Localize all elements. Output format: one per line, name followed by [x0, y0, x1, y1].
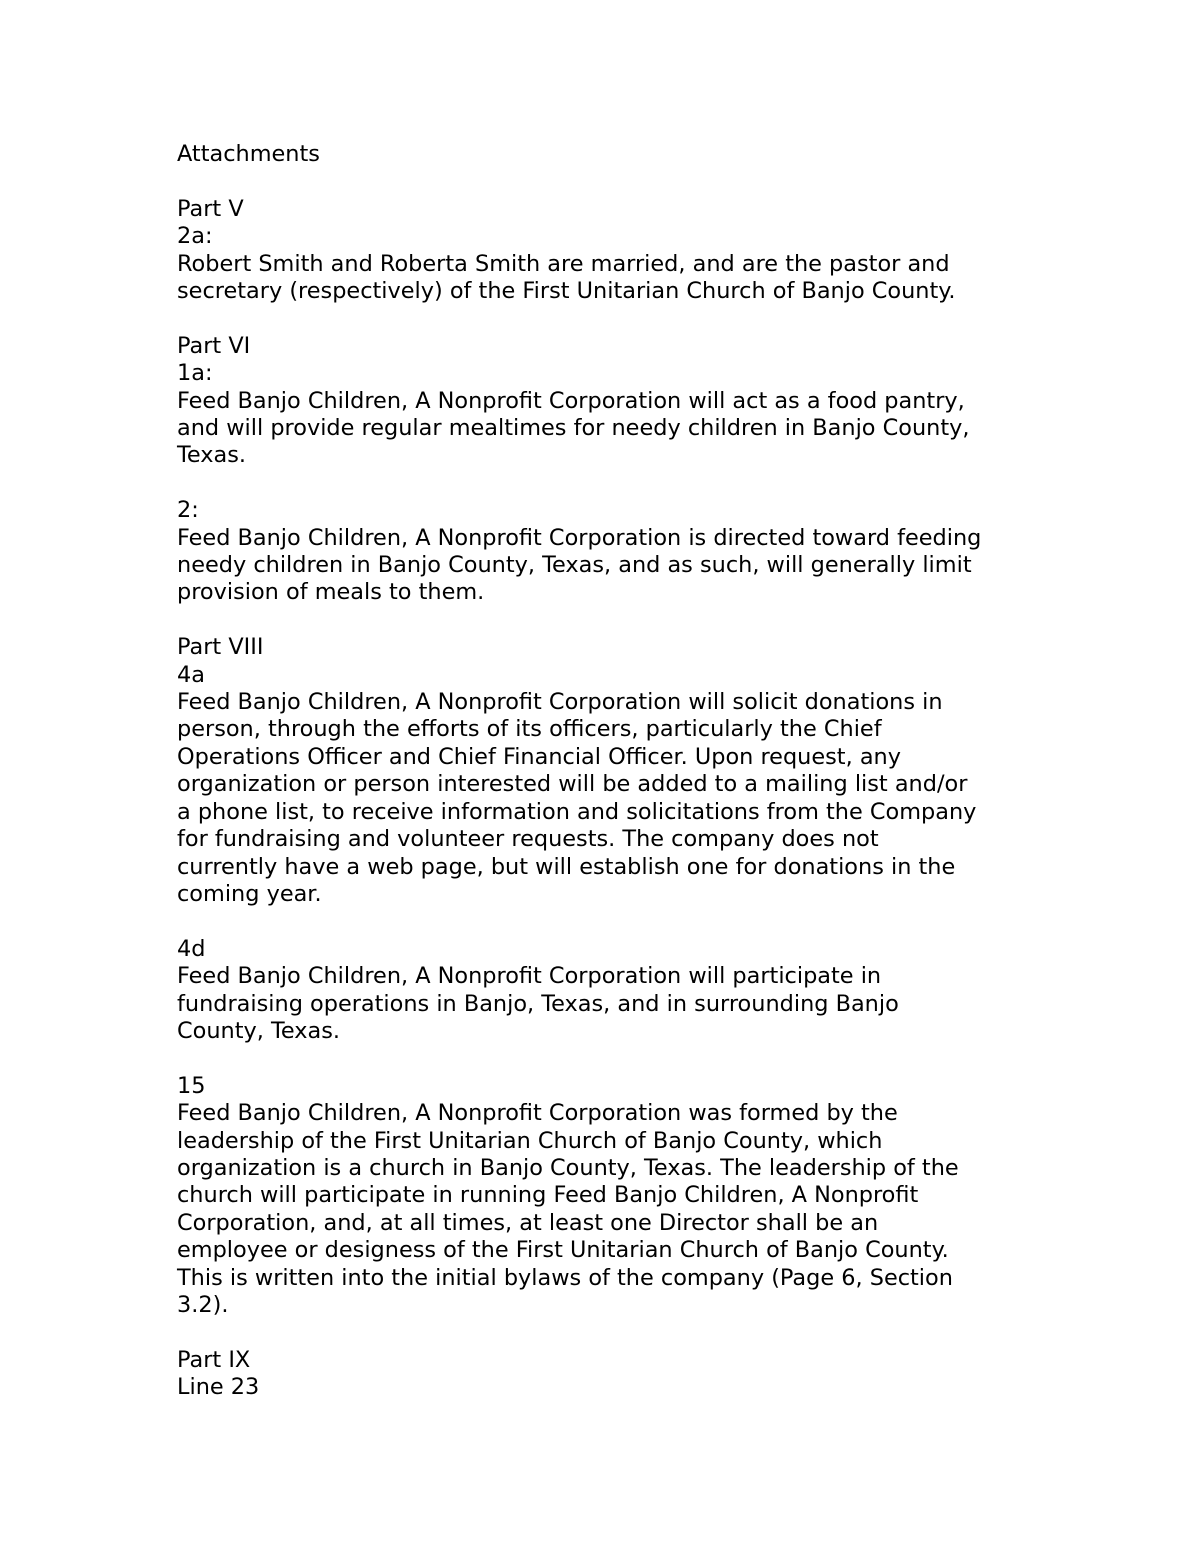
item-label-line-23: Line 23 — [177, 1374, 260, 1401]
paragraph-line: secretary (respectively) of the First Unitarian Church of Banjo County. — [177, 278, 956, 305]
paragraph-line: organization or person interested will be added to a mailing list and/or — [177, 771, 968, 798]
spacer — [177, 168, 1057, 195]
paragraph-line: Feed Banjo Children, A Nonprofit Corporation will participate in — [177, 963, 882, 990]
paragraph-line: Feed Banjo Children, A Nonprofit Corporation was formed by the — [177, 1100, 898, 1127]
item-label-2: 2: — [177, 497, 199, 524]
item-label-4a: 4a — [177, 661, 205, 688]
paragraph-line: This is written into the initial bylaws of the company (Page 6, Section — [177, 1264, 953, 1291]
section-heading-part-viii: Part VIII — [177, 634, 264, 661]
paragraph-line: leadership of the First Unitarian Church of Banjo County, which — [177, 1127, 883, 1154]
spacer — [177, 1045, 1057, 1072]
spacer — [177, 607, 1057, 634]
paragraph-line: 3.2). — [177, 1291, 229, 1318]
paragraph-line: County, Texas. — [177, 1017, 340, 1044]
item-label-15: 15 — [177, 1072, 206, 1099]
paragraph-line: coming year. — [177, 880, 322, 907]
paragraph-line: currently have a web page, but will establish one for donations in the — [177, 853, 956, 880]
paragraph-line: fundraising operations in Banjo, Texas, and in surrounding Banjo — [177, 990, 899, 1017]
paragraph-line: employee or designess of the First Unitarian Church of Banjo County. — [177, 1237, 949, 1264]
section-heading-part-ix: Part IX — [177, 1346, 251, 1373]
item-label-1a: 1a: — [177, 360, 213, 387]
document-page — [177, 141, 1057, 1402]
paragraph-line: Feed Banjo Children, A Nonprofit Corporation will solicit donations in — [177, 689, 943, 716]
spacer — [177, 1319, 1057, 1346]
item-label-2a: 2a: — [177, 223, 213, 250]
paragraph-line: person, through the efforts of its officers, particularly the Chief — [177, 716, 882, 743]
paragraph-line: Operations Officer and Chief Financial Officer. Upon request, any — [177, 743, 901, 770]
paragraph-line: Feed Banjo Children, A Nonprofit Corporation will act as a food pantry, — [177, 387, 965, 414]
paragraph-line: and will provide regular mealtimes for needy children in Banjo County, — [177, 415, 970, 442]
spacer — [177, 470, 1057, 497]
paragraph-line: Robert Smith and Roberta Smith are married, and are the pastor and — [177, 250, 950, 277]
paragraph-line: Feed Banjo Children, A Nonprofit Corporation is directed toward feeding — [177, 524, 982, 551]
paragraph-line: needy children in Banjo County, Texas, and as such, will generally limit — [177, 552, 972, 579]
section-heading-part-v: Part V — [177, 195, 244, 222]
paragraph-line: a phone list, to receive information and solicitations from the Company — [177, 798, 977, 825]
document-title: Attachments — [177, 141, 320, 167]
paragraph-line: for fundraising and volunteer requests. The company does not — [177, 826, 879, 853]
paragraph-line: Texas. — [177, 442, 247, 469]
section-heading-part-vi: Part VI — [177, 332, 251, 359]
paragraph-line: Corporation, and, at all times, at least one Director shall be an — [177, 1209, 879, 1236]
spacer — [177, 305, 1057, 332]
item-label-4d: 4d — [177, 935, 206, 962]
paragraph-line: provision of meals to them. — [177, 579, 485, 606]
spacer — [177, 908, 1057, 935]
paragraph-line: organization is a church in Banjo County, Texas. The leadership of the — [177, 1154, 959, 1181]
paragraph-line: church will participate in running Feed Banjo Children, A Nonprofit — [177, 1182, 919, 1209]
